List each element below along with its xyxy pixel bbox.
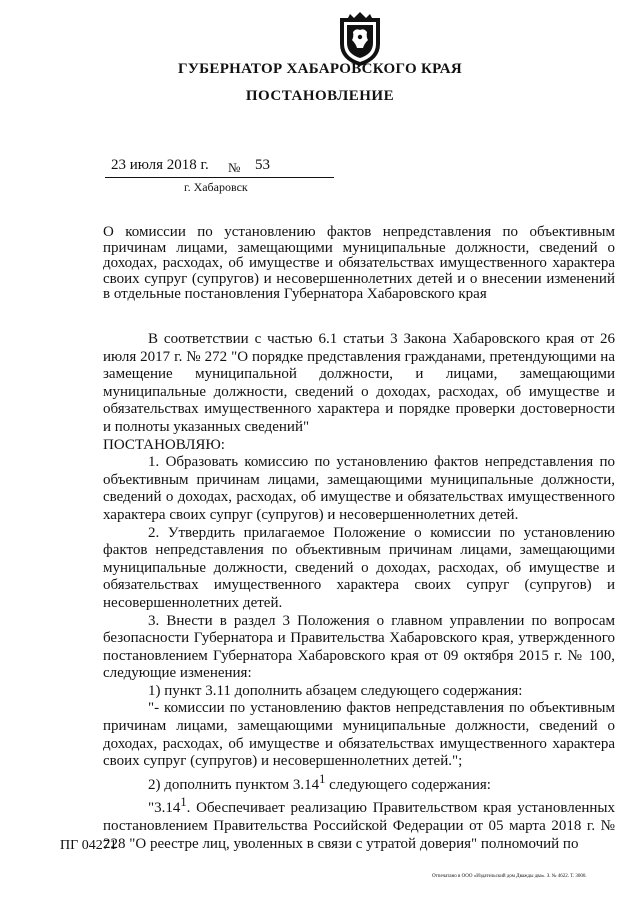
date-number-line	[105, 157, 334, 178]
footer-code: ПГ 04271	[60, 838, 117, 853]
coat-of-arms-icon	[334, 10, 386, 68]
paragraph-1: 1. Образовать комиссию по установлению фактов непредставления по объективным причинам лицами, замещающими муниципальные должности, сведений о доходах, расходах, об имуществе и обязательствах имущественного характера своих супруг (супругов) и несовершеннолетних детей.	[103, 454, 615, 523]
clause-superscript: 1	[180, 795, 187, 810]
paragraph-2: 2. Утвердить прилагаемое Положение о комиссии по установлению фактов непредставления по объективным причинам лицами, замещающими муниципальные должности, сведений о доходах, расходах, об имуществе и обязательствах имущественного характера своих супруг (супругов) и несовершеннолетних детей.	[103, 524, 615, 611]
org-title: ГУБЕРНАТОР ХАБАРОВСКОГО КРАЯ	[178, 61, 462, 77]
preamble-paragraph: В соответствии с частью 6.1 статьи 3 Закона Хабаровского края от 26 июля 2017 г. № 272 "О порядке представления гражданами, претендующими на замещение муниципальной должности, и лицами, замещающими муниципальные должности, сведений о доходах, расходах, об имуществе и обязательствах имущественного характера и порядке проверки достоверности и полноты указанных сведений"	[103, 331, 615, 435]
item-2-text-start: 2) дополнить пунктом 3.14	[148, 776, 320, 793]
clause-text-start: "3.14	[148, 800, 181, 817]
item-2-superscript: 1	[319, 771, 326, 786]
document-body	[103, 331, 615, 853]
decree-word: ПОСТАНОВЛЯЮ:	[103, 436, 225, 453]
clause-text-end: . Обеспечивает реализацию Правительством края установленных постановлением Правительства Российской Федерации от 05 марта 2018 г. № 228 "О реестре лиц, уволенных в связи с утратой доверия" полномочий по	[103, 800, 615, 852]
document-date: 23 июля 2018 г.	[111, 157, 209, 173]
number-label: №	[228, 160, 241, 175]
paragraph-3: 3. Внести в раздел 3 Положения о главном управлении по вопросам безопасности Губернатора и Правительства Хабаровского края, утвержденного постановлением Губернатора Хабаровского края от 09 октября 2015 г. № 100, следующие изменения:	[103, 612, 615, 682]
printer-note: Отпечатано в ООО «Издательский дом Дважды два». З. № 4622. Т. 3000.	[432, 874, 587, 879]
document-subject: О комиссии по установлению фактов непредставления по объективным причинам лицами, замещающими муниципальные должности, сведений о доходах, расходах, об имуществе и обязательствах имущественного характера своих супруг (супругов) и несовершеннолетних детей и о внесении изменений в отдельные постановления Губернатора Хабаровского края	[103, 224, 615, 302]
document-number: 53	[255, 157, 270, 173]
item-2-text-end: следующего содержания:	[325, 776, 491, 793]
paragraph-3-14-1	[103, 794, 615, 853]
paragraph-3-item-1: 1) пункт 3.11 дополнить абзацем следующего содержания:	[148, 682, 523, 699]
paragraph-3-item-2	[103, 771, 615, 795]
paragraph-3-item-1-quote: "- комиссии по установлению фактов непредставления по объективным причинам лицами, замещающими муниципальные должности, сведений о доходах, расходах, об имуществе и обязательствах имущественного характера своих супруг (супругов) и несовершеннолетних детей.";	[103, 700, 615, 770]
document-type: ПОСТАНОВЛЕНИЕ	[245, 88, 395, 104]
document-city: г. Хабаровск	[184, 180, 248, 194]
